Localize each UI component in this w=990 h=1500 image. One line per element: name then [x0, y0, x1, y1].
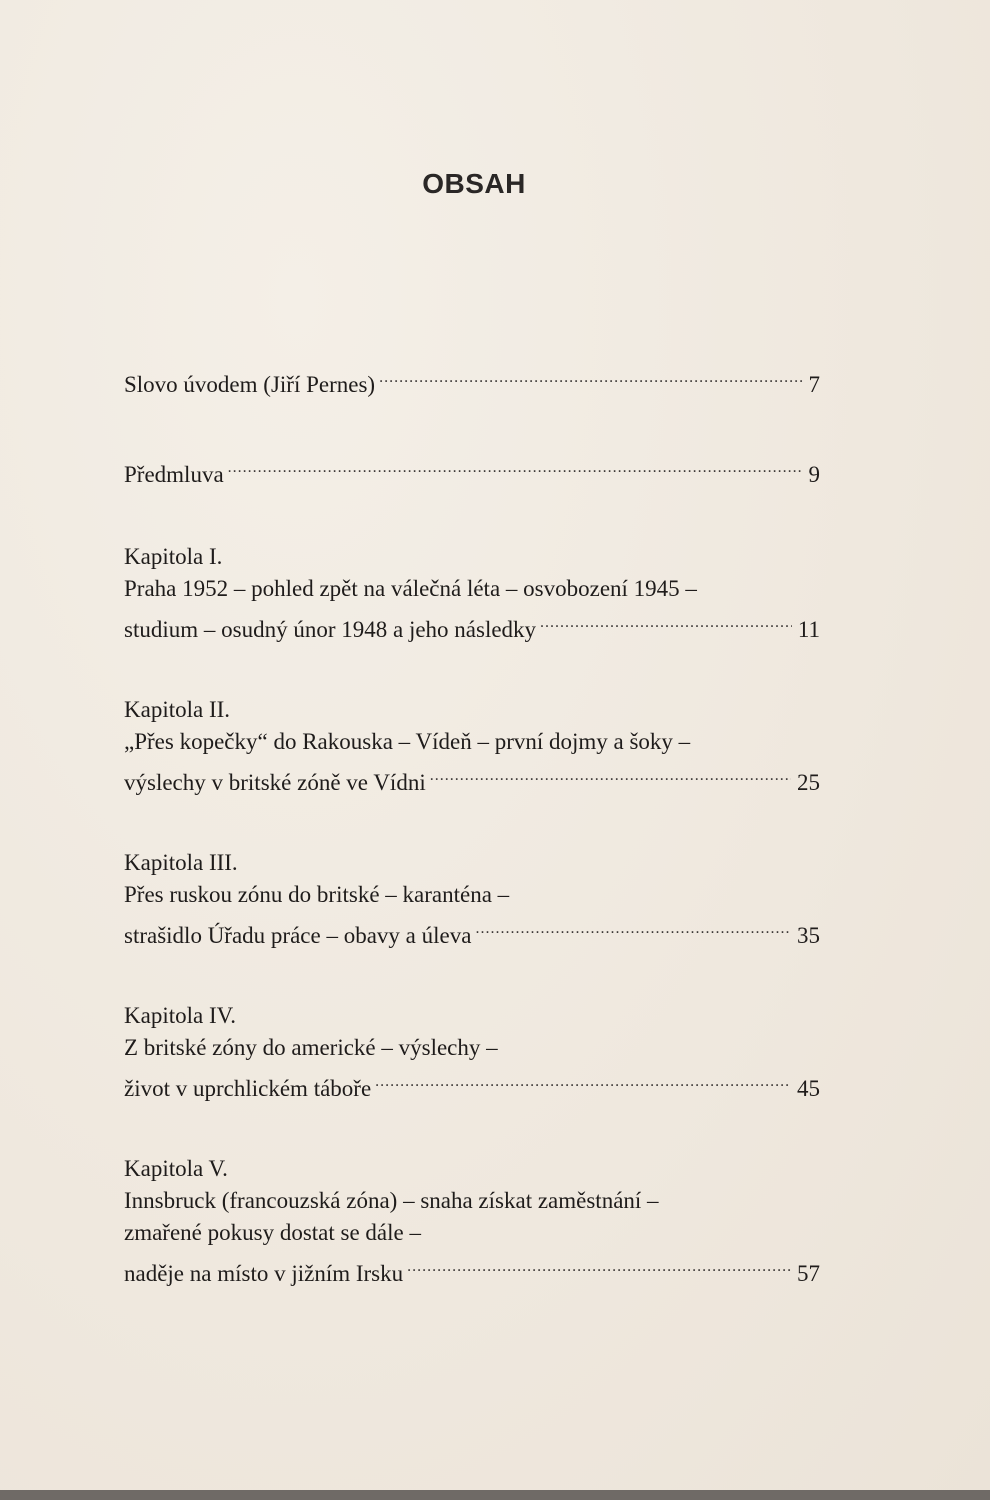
toc-entry-line	[124, 911, 820, 948]
toc-page-number: 11	[797, 617, 820, 642]
toc-page-number: 57	[797, 1261, 820, 1286]
toc-entry-chapter-1	[124, 541, 820, 642]
toc-entry-text: Předmluva	[124, 462, 224, 487]
toc-entry-text: Z britské zóny do americké – výslechy –	[124, 1035, 498, 1060]
toc-entry-line	[124, 1249, 820, 1286]
toc-entry-chapter-2	[124, 694, 820, 795]
toc-entry-text: Slovo úvodem (Jiří Pernes)	[124, 372, 376, 397]
toc-entry-chapter-3	[124, 847, 820, 948]
toc-entry-text: strašidlo Úřadu práce – obavy a úleva	[124, 923, 472, 948]
toc-entry-line	[124, 360, 820, 397]
dot-leader	[407, 1249, 791, 1281]
chapter-label: Kapitola IV.	[124, 1003, 237, 1028]
toc-entry-line	[124, 605, 820, 642]
toc-page-number: 25	[797, 770, 820, 795]
toc-page-number: 35	[797, 923, 820, 948]
chapter-label: Kapitola II.	[124, 697, 231, 722]
toc-page-number: 9	[808, 462, 820, 487]
chapter-label: Kapitola III.	[124, 850, 238, 875]
toc-entry-text: „Přes kopečky“ do Rakouska – Vídeň – první dojmy a šoky –	[124, 729, 691, 754]
toc-entry-text: zmařené pokusy dostat se dále –	[124, 1220, 421, 1245]
dot-leader	[379, 360, 802, 392]
chapter-label: Kapitola I.	[124, 544, 223, 569]
page-title: OBSAH	[422, 168, 526, 199]
toc-entry-text: studium – osudný únor 1948 a jeho následky	[124, 617, 537, 642]
toc-page-number: 7	[808, 372, 820, 397]
toc-entry-preface	[124, 450, 820, 487]
dot-leader	[475, 911, 791, 943]
chapter-label: Kapitola V.	[124, 1156, 228, 1181]
toc-entry-text: Innsbruck (francouzská zóna) – snaha získat zaměstnání –	[124, 1188, 659, 1213]
toc-entry-line	[124, 450, 820, 487]
toc-entry-chapter-5	[124, 1153, 820, 1286]
toc-entry-text: naděje na místo v jižním Irsku	[124, 1261, 404, 1286]
page-bottom-edge	[0, 1490, 990, 1500]
toc-entry-text: výslechy v britské zóně ve Vídni	[124, 770, 426, 795]
toc-entry-foreword-editor	[124, 360, 820, 397]
toc-entry-line	[124, 1064, 820, 1101]
toc-page-number: 45	[797, 1076, 820, 1101]
toc-entry-text: Praha 1952 – pohled zpět na válečná léta – osvobození 1945 –	[124, 576, 697, 601]
toc-entry-line	[124, 758, 820, 795]
toc-entry-text: Přes ruskou zónu do britské – karanténa –	[124, 882, 510, 907]
toc-entry-chapter-4	[124, 1000, 820, 1101]
dot-leader	[228, 450, 803, 482]
dot-leader	[375, 1064, 791, 1096]
toc-entry-text: život v uprchlickém táboře	[124, 1076, 372, 1101]
dot-leader	[540, 605, 792, 637]
dot-leader	[430, 758, 791, 790]
